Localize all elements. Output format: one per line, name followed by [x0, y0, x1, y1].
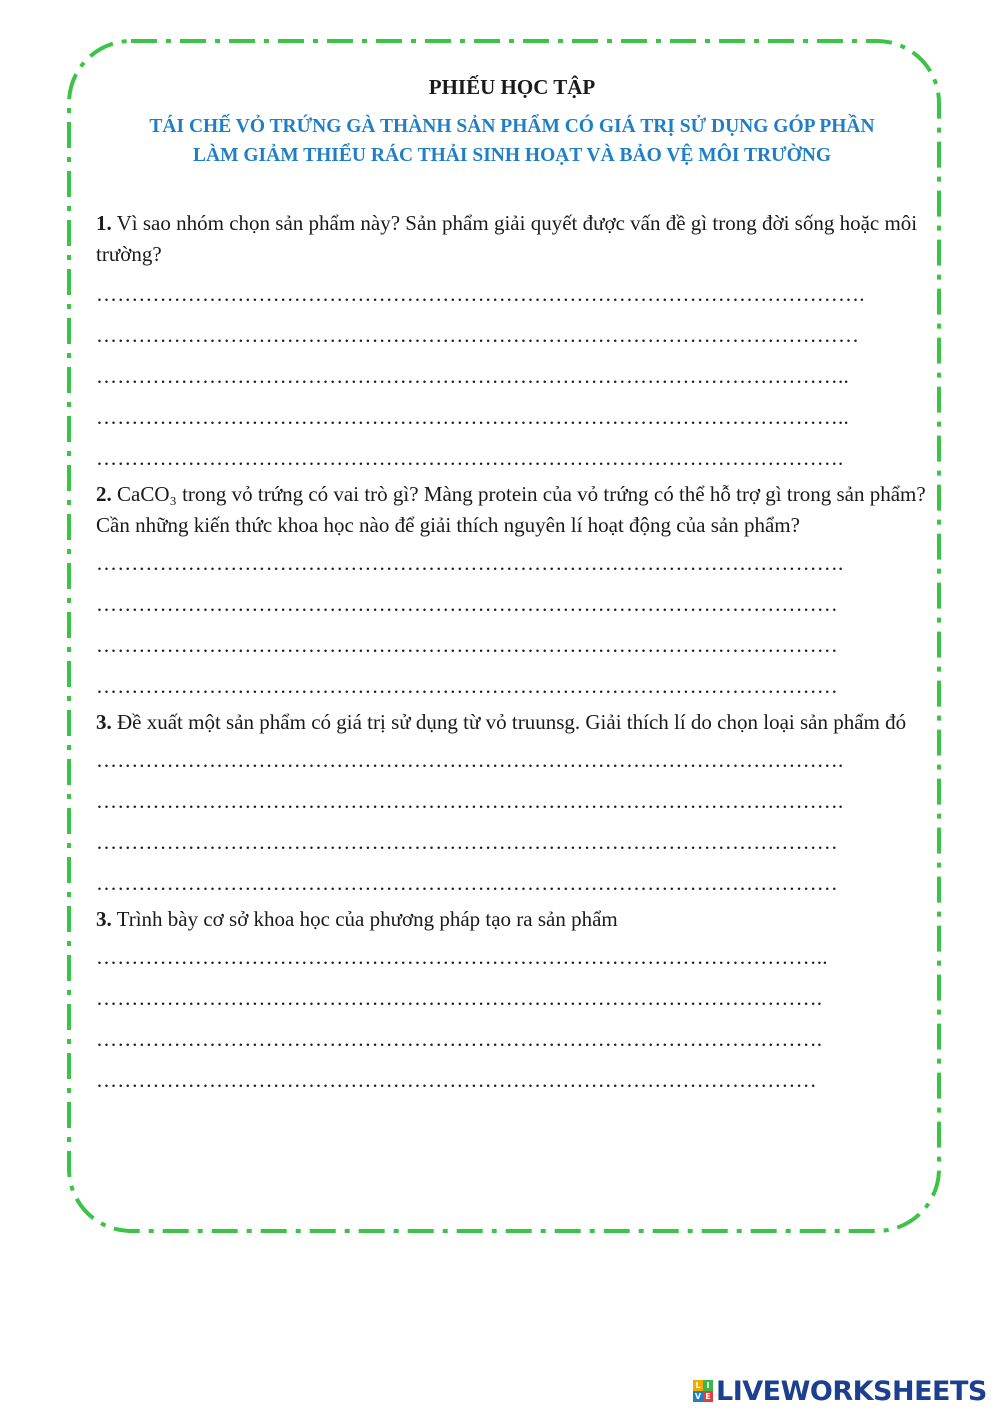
subtitle-line-1: TÁI CHẾ VỎ TRỨNG GÀ THÀNH SẢN PHẨM CÓ GIÁ TRỊ SỬ DỤNG GÓP PHẦN: [149, 116, 875, 137]
answer-line[interactable]: ………………………………………………………………………………………….: [96, 986, 823, 1010]
answer-line[interactable]: …………………………………………………………………………………………….: [96, 748, 844, 772]
question-text: Vì sao nhóm chọn sản phẩm này? Sản phẩm giải quyết được vấn đề gì trong đời sống hoặc môi trường?: [96, 211, 918, 266]
worksheet-subtitle: [92, 112, 932, 170]
question-number: 3.: [96, 907, 112, 931]
answer-line[interactable]: ………………………………………………………………………………………………: [96, 323, 860, 347]
answer-line[interactable]: ………………………………………………………………………………………….: [96, 1027, 823, 1051]
question-number: 1.: [96, 211, 112, 235]
page-title: PHIẾU HỌC TẬP: [428, 75, 596, 99]
question-4-prompt: [96, 904, 928, 935]
question-3-block: [96, 707, 928, 904]
question-2-prompt: [96, 479, 928, 541]
question-text: Trình bày cơ sở khoa học của phương pháp tạo ra sản phẩm: [111, 907, 618, 931]
answer-line[interactable]: …………………………………………………………………………………………….: [96, 789, 844, 813]
question-text: Đề xuất một sản phẩm có giá trị sử dụng từ vỏ truunsg. Giải thích lí do chọn loại sản phẩm đó: [111, 710, 907, 734]
answer-line[interactable]: ……………………………………………………………………………………………: [96, 592, 838, 616]
question-3-prompt: [96, 707, 928, 738]
answer-line[interactable]: …………………………………………………………………………………………….: [96, 446, 844, 470]
answer-line[interactable]: …………………………………………………………………………………………: [96, 1068, 817, 1092]
question-2-block: [96, 479, 928, 707]
answer-line[interactable]: ……………………………………………………………………………………………: [96, 633, 838, 657]
answer-line[interactable]: …………………………………………………………………………………………..: [96, 945, 828, 969]
question-4-block: [96, 904, 928, 1101]
question-number: 3.: [96, 710, 112, 734]
question-1-prompt: [96, 208, 928, 270]
worksheet-content: [96, 72, 928, 1101]
question-number: 2.: [96, 482, 112, 506]
liveworksheets-mark-icon: L I V E: [693, 1380, 713, 1402]
answer-line[interactable]: ……………………………………………………………………………………………: [96, 871, 838, 895]
logo-text: LIVEWORKSHEETS: [716, 1375, 987, 1407]
question-text: CaCO₃ trong vỏ trứng có vai trò gì? Màng protein của vỏ trứng có thể hỗ trợ gì trong sản phẩm? Cần những kiến thức khoa học nào để giải thích nguyên lí hoạt động của sản phẩm?: [96, 482, 926, 537]
answer-line[interactable]: ……………………………………………………………………………………………: [96, 674, 838, 698]
answer-line[interactable]: …………………………………………………………………………………………….: [96, 551, 844, 575]
answer-line[interactable]: ……………………………………………………………………………………………..: [96, 405, 849, 429]
liveworksheets-logo[interactable]: [693, 1374, 987, 1408]
answer-line[interactable]: ……………………………………………………………………………………………: [96, 830, 838, 854]
question-1-block: [96, 208, 928, 479]
subtitle-line-2: LÀM GIẢM THIỂU RÁC THẢI SINH HOẠT VÀ BẢO VỆ MÔI TRƯỜNG: [193, 145, 831, 166]
answer-line[interactable]: ……………………………………………………………………………………………….: [96, 282, 865, 306]
answer-line[interactable]: ……………………………………………………………………………………………..: [96, 364, 849, 388]
